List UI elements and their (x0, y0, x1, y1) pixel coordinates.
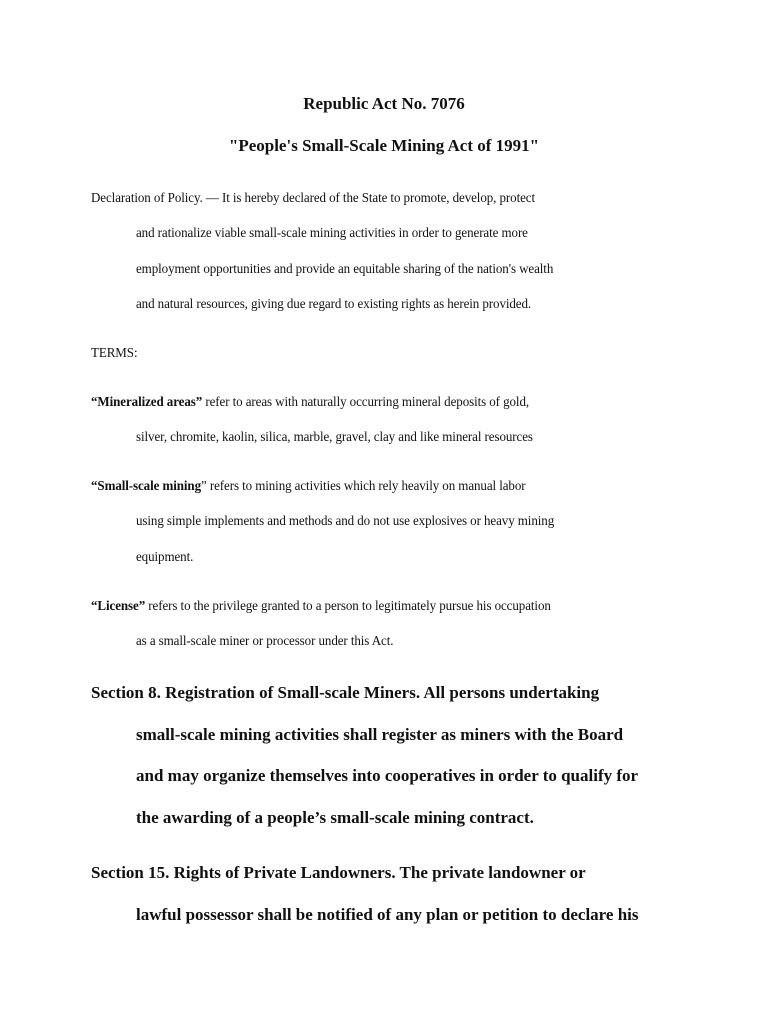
term-mineralized-label: “Mineralized areas” (91, 395, 203, 410)
section-15-first: The private landowner or (395, 863, 586, 882)
term-smallscale-label: “Small-scale mining (91, 479, 202, 494)
term-mineralized-line-2: silver, chromite, kaolin, silica, marble, gravel, clay and like mineral resources (136, 430, 533, 445)
term-license-line-2: as a small-scale miner or processor under this Act. (136, 634, 394, 649)
section-8-line-2: small-scale mining activities shall register as miners with the Board (136, 725, 624, 744)
section-15-line-2: lawful possessor shall be notified of any plan or petition to declare his (136, 905, 639, 924)
act-number: Republic Act No. 7076 (303, 94, 465, 113)
term-smallscale-def: ” refers to mining activities which rely heavily on manual labor (201, 479, 526, 494)
term-smallscale-line-2: using simple implements and methods and do not use explosives or heavy mining (136, 514, 555, 529)
policy-line-1: Declaration of Policy. — It is hereby declared of the State to promote, develop, protect (91, 191, 536, 206)
act-title: "People's Small-Scale Mining Act of 1991" (228, 136, 540, 155)
term-license (91, 599, 551, 615)
term-smallscale-line-3: equipment. (136, 550, 194, 565)
term-small-scale-mining (91, 479, 526, 495)
policy-line-3: employment opportunities and provide an equitable sharing of the nation's wealth (136, 262, 554, 277)
terms-heading: TERMS: (91, 346, 138, 361)
policy-line-2: and rationalize viable small-scale mining activities in order to generate more (136, 226, 528, 241)
section-8-line-4: the awarding of a people’s small-scale mining contract. (136, 808, 534, 827)
term-mineralized-areas (91, 395, 529, 411)
term-license-def: refers to the privilege granted to a person to legitimately pursue his occupation (145, 599, 551, 614)
policy-line-4: and natural resources, giving due regard to existing rights as herein provided. (136, 297, 532, 312)
section-8-title: Section 8. Registration of Small-scale Miner (91, 683, 410, 702)
section-8-first: s. All persons undertaking (409, 683, 600, 702)
section-8-line-3: and may organize themselves into cooperatives in order to qualify for (136, 766, 639, 785)
term-mineralized-def: refer to areas with naturally occurring mineral deposits of gold, (202, 395, 530, 410)
section-15-title: Section 15. Rights of Private Landowners. (91, 863, 396, 882)
term-license-label: “License” (91, 599, 146, 614)
section-8-heading (91, 683, 599, 703)
section-15-heading (91, 863, 586, 883)
